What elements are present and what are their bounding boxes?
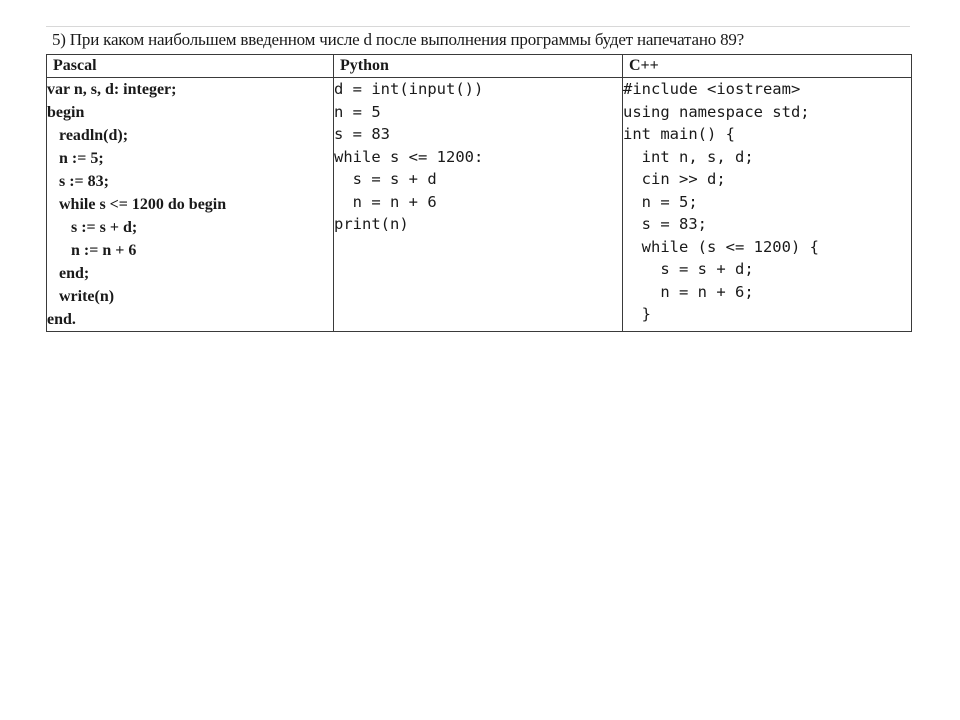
pascal-line: s := 83; — [47, 173, 109, 190]
cpp-line: using namespace std; — [623, 102, 810, 121]
pascal-line: write(n) — [47, 288, 115, 305]
python-line: d = int(input()) — [334, 80, 484, 98]
python-line: while s <= 1200: — [334, 147, 484, 166]
python-line: n = n + 6 — [334, 192, 437, 211]
header-pascal: Pascal — [47, 55, 334, 78]
python-line: print(n) — [334, 215, 409, 233]
cpp-line: cin >> d; — [623, 170, 726, 188]
cpp-code-cell — [623, 78, 912, 332]
python-line: n = 5 — [334, 102, 381, 121]
cpp-line: } — [623, 305, 651, 323]
cpp-line: s = 83; — [623, 215, 707, 233]
pascal-line: begin — [47, 104, 85, 121]
pascal-line: readln(d); — [47, 127, 129, 144]
pascal-code-cell — [47, 78, 334, 332]
cpp-line: s = s + d; — [623, 260, 754, 278]
top-divider — [46, 26, 910, 27]
python-line: s = 83 — [334, 125, 390, 143]
python-code-cell — [334, 78, 623, 332]
cpp-line: n = n + 6; — [623, 282, 754, 301]
pascal-line: while s <= 1200 do begin — [47, 196, 227, 213]
cpp-line: int n, s, d; — [623, 147, 754, 166]
pascal-line: end. — [47, 311, 76, 328]
pascal-line: n := n + 6 — [47, 242, 137, 259]
cpp-line: n = 5; — [623, 192, 698, 211]
python-line: s = s + d — [334, 170, 437, 188]
question-text: 5) При каком наибольшем введенном числе d после выполнения программы будет напечатано 89? — [52, 30, 745, 49]
pascal-line: s := s + d; — [47, 219, 138, 236]
pascal-line: end; — [47, 265, 90, 282]
cpp-line: int main() { — [623, 125, 735, 143]
cpp-line: while (s <= 1200) { — [623, 237, 819, 256]
pascal-line: n := 5; — [47, 150, 104, 167]
cpp-line: #include <iostream> — [623, 80, 801, 98]
code-table — [46, 54, 912, 332]
header-row — [47, 55, 912, 78]
header-python: Python — [334, 55, 623, 78]
code-row — [47, 78, 912, 332]
header-cpp: C++ — [623, 55, 912, 78]
pascal-line: var n, s, d: integer; — [47, 81, 177, 98]
